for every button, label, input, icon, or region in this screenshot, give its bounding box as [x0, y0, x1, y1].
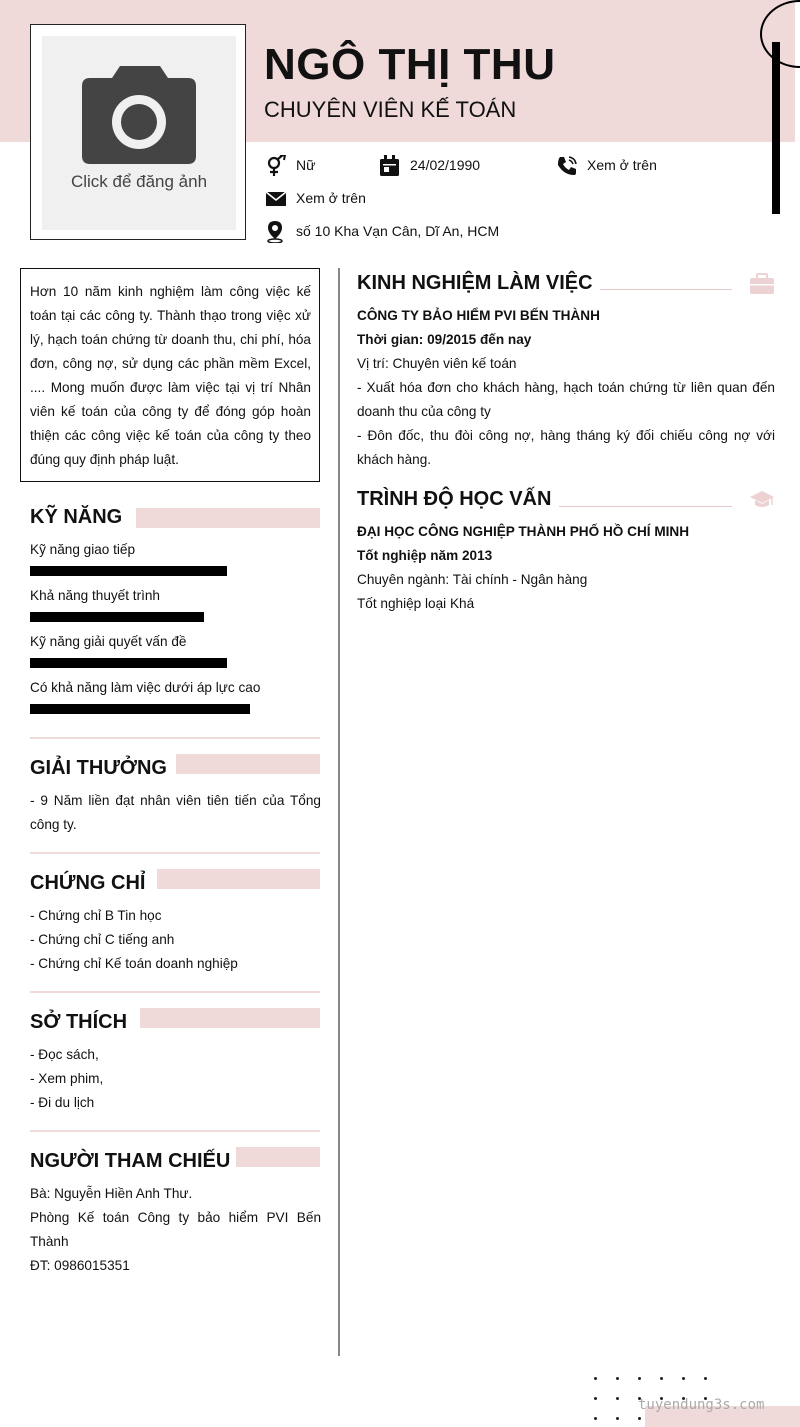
experience-title-line [600, 289, 732, 290]
skills-title: KỸ NĂNG [30, 506, 123, 528]
upload-photo-label[interactable]: Click để đăng ảnh [70, 172, 208, 191]
envelope-icon [265, 188, 287, 210]
certificate-item: - Chứng chỉ C tiếng anh [30, 932, 175, 947]
certificates-title-bar [157, 869, 320, 889]
hobby-item: - Đọc sách, [30, 1047, 99, 1062]
awards-title: GIẢI THƯỞNG [30, 757, 167, 779]
work-duty: - Xuất hóa đơn cho khách hàng, hạch toán chứng từ liên quan đến doanh thu của công ty [357, 380, 775, 419]
skill-name: Có khả năng làm việc dưới áp lực cao [30, 680, 261, 695]
phone-icon [556, 155, 578, 177]
birthdate-value: 24/02/1990 [410, 157, 481, 173]
section-divider [30, 852, 320, 854]
decorative-dot [616, 1397, 619, 1400]
certificate-item: - Chứng chỉ Kế toán doanh nghiệp [30, 956, 238, 971]
hobbies-title: SỞ THÍCH [30, 1011, 128, 1033]
briefcase-icon [749, 273, 775, 295]
skills-title-bar [136, 508, 320, 528]
decorative-dot [594, 1397, 597, 1400]
graduation-cap-icon [749, 490, 775, 510]
certificate-item: - Chứng chỉ B Tin học [30, 908, 162, 923]
skill-level-bar [30, 566, 227, 576]
decorative-dot [682, 1377, 685, 1380]
candidate-name: NGÔ THỊ THU [264, 40, 556, 89]
skill-level-bar [30, 658, 227, 668]
gender-value: Nữ [296, 157, 316, 173]
job-title: CHUYÊN VIÊN KẾ TOÁN [264, 97, 517, 122]
decorative-vertical-bar [772, 42, 780, 214]
decorative-dot [638, 1377, 641, 1380]
decorative-dot [660, 1377, 663, 1380]
email-value: Xem ở trên [296, 190, 366, 206]
column-divider [338, 268, 340, 1356]
hobby-item: - Đi du lịch [30, 1095, 95, 1110]
references-title-bar [236, 1147, 320, 1167]
graduation-grade: Tốt nghiệp loại Khá [357, 596, 475, 611]
section-divider [30, 1130, 320, 1132]
decorative-dot [594, 1417, 597, 1420]
decorative-dot [704, 1377, 707, 1380]
reference-item: Phòng Kế toán Công ty bảo hiểm PVI Bến Thành [30, 1210, 321, 1249]
decorative-dot [594, 1377, 597, 1380]
section-divider [30, 991, 320, 993]
awards-title-bar [176, 754, 320, 774]
certificates-title: CHỨNG CHỈ [30, 872, 146, 894]
calendar-icon [379, 155, 401, 177]
company-name: CÔNG TY BẢO HIỂM PVI BẾN THÀNH [357, 308, 600, 323]
address-value: số 10 Kha Vạn Cân, Dĩ An, HCM [296, 223, 500, 239]
education-title: TRÌNH ĐỘ HỌC VẤN [357, 488, 552, 510]
work-duty: - Đôn đốc, thu đòi công nợ, hàng tháng ký đối chiếu công nợ với khách hàng. [357, 428, 775, 467]
reference-item: ĐT: 0986015351 [30, 1258, 130, 1273]
decorative-dot [638, 1417, 641, 1420]
phone-value: Xem ở trên [587, 157, 657, 173]
major: Chuyên ngành: Tài chính - Ngân hàng [357, 572, 588, 587]
graduation-year: Tốt nghiệp năm 2013 [357, 548, 493, 563]
skill-name: Kỹ năng giao tiếp [30, 542, 136, 557]
award-item: - 9 Năm liền đạt nhân viên tiên tiến của Tổng công ty. [30, 793, 321, 832]
experience-title: KINH NGHIỆM LÀM VIỆC [357, 272, 593, 294]
watermark: tuyendung3s.com [638, 1397, 765, 1413]
decorative-dot [616, 1377, 619, 1380]
location-pin-icon [265, 221, 287, 243]
gender-icon [265, 155, 287, 177]
camera-icon [42, 36, 236, 230]
section-divider [30, 737, 320, 739]
school-name: ĐẠI HỌC CÔNG NGHIỆP THÀNH PHỐ HỒ CHÍ MINH [357, 524, 690, 539]
decorative-dot [616, 1417, 619, 1420]
reference-item: Bà: Nguyễn Hiền Anh Thư. [30, 1186, 193, 1201]
skill-name: Khả năng thuyết trình [30, 588, 160, 603]
skill-level-bar [30, 612, 204, 622]
education-title-line [559, 506, 732, 507]
references-title: NGƯỜI THAM CHIẾU [30, 1150, 231, 1172]
skill-name: Kỹ năng giải quyết vấn đề [30, 634, 187, 649]
work-position: Vị trí: Chuyên viên kế toán [357, 356, 517, 371]
career-summary: Hơn 10 năm kinh nghiệm làm công việc kế toán tại các công ty. Thành thạo trong việc xử lý, hạch toán chứng từ doanh thu, chi phí, hóa đơn, công nợ, sử dụng các phần mềm Excel, .... Mong muốn được làm việc tại vị trí Nhân viên kế toán của công ty để đóng góp hoàn thiện các công việc kế toán của công ty theo đúng quy định pháp luật. [30, 284, 311, 467]
work-period: Thời gian: 09/2015 đến nay [357, 332, 532, 347]
skill-level-bar [30, 704, 250, 714]
hobbies-title-bar [140, 1008, 320, 1028]
photo-placeholder[interactable] [42, 36, 236, 230]
hobby-item: - Xem phim, [30, 1071, 104, 1086]
